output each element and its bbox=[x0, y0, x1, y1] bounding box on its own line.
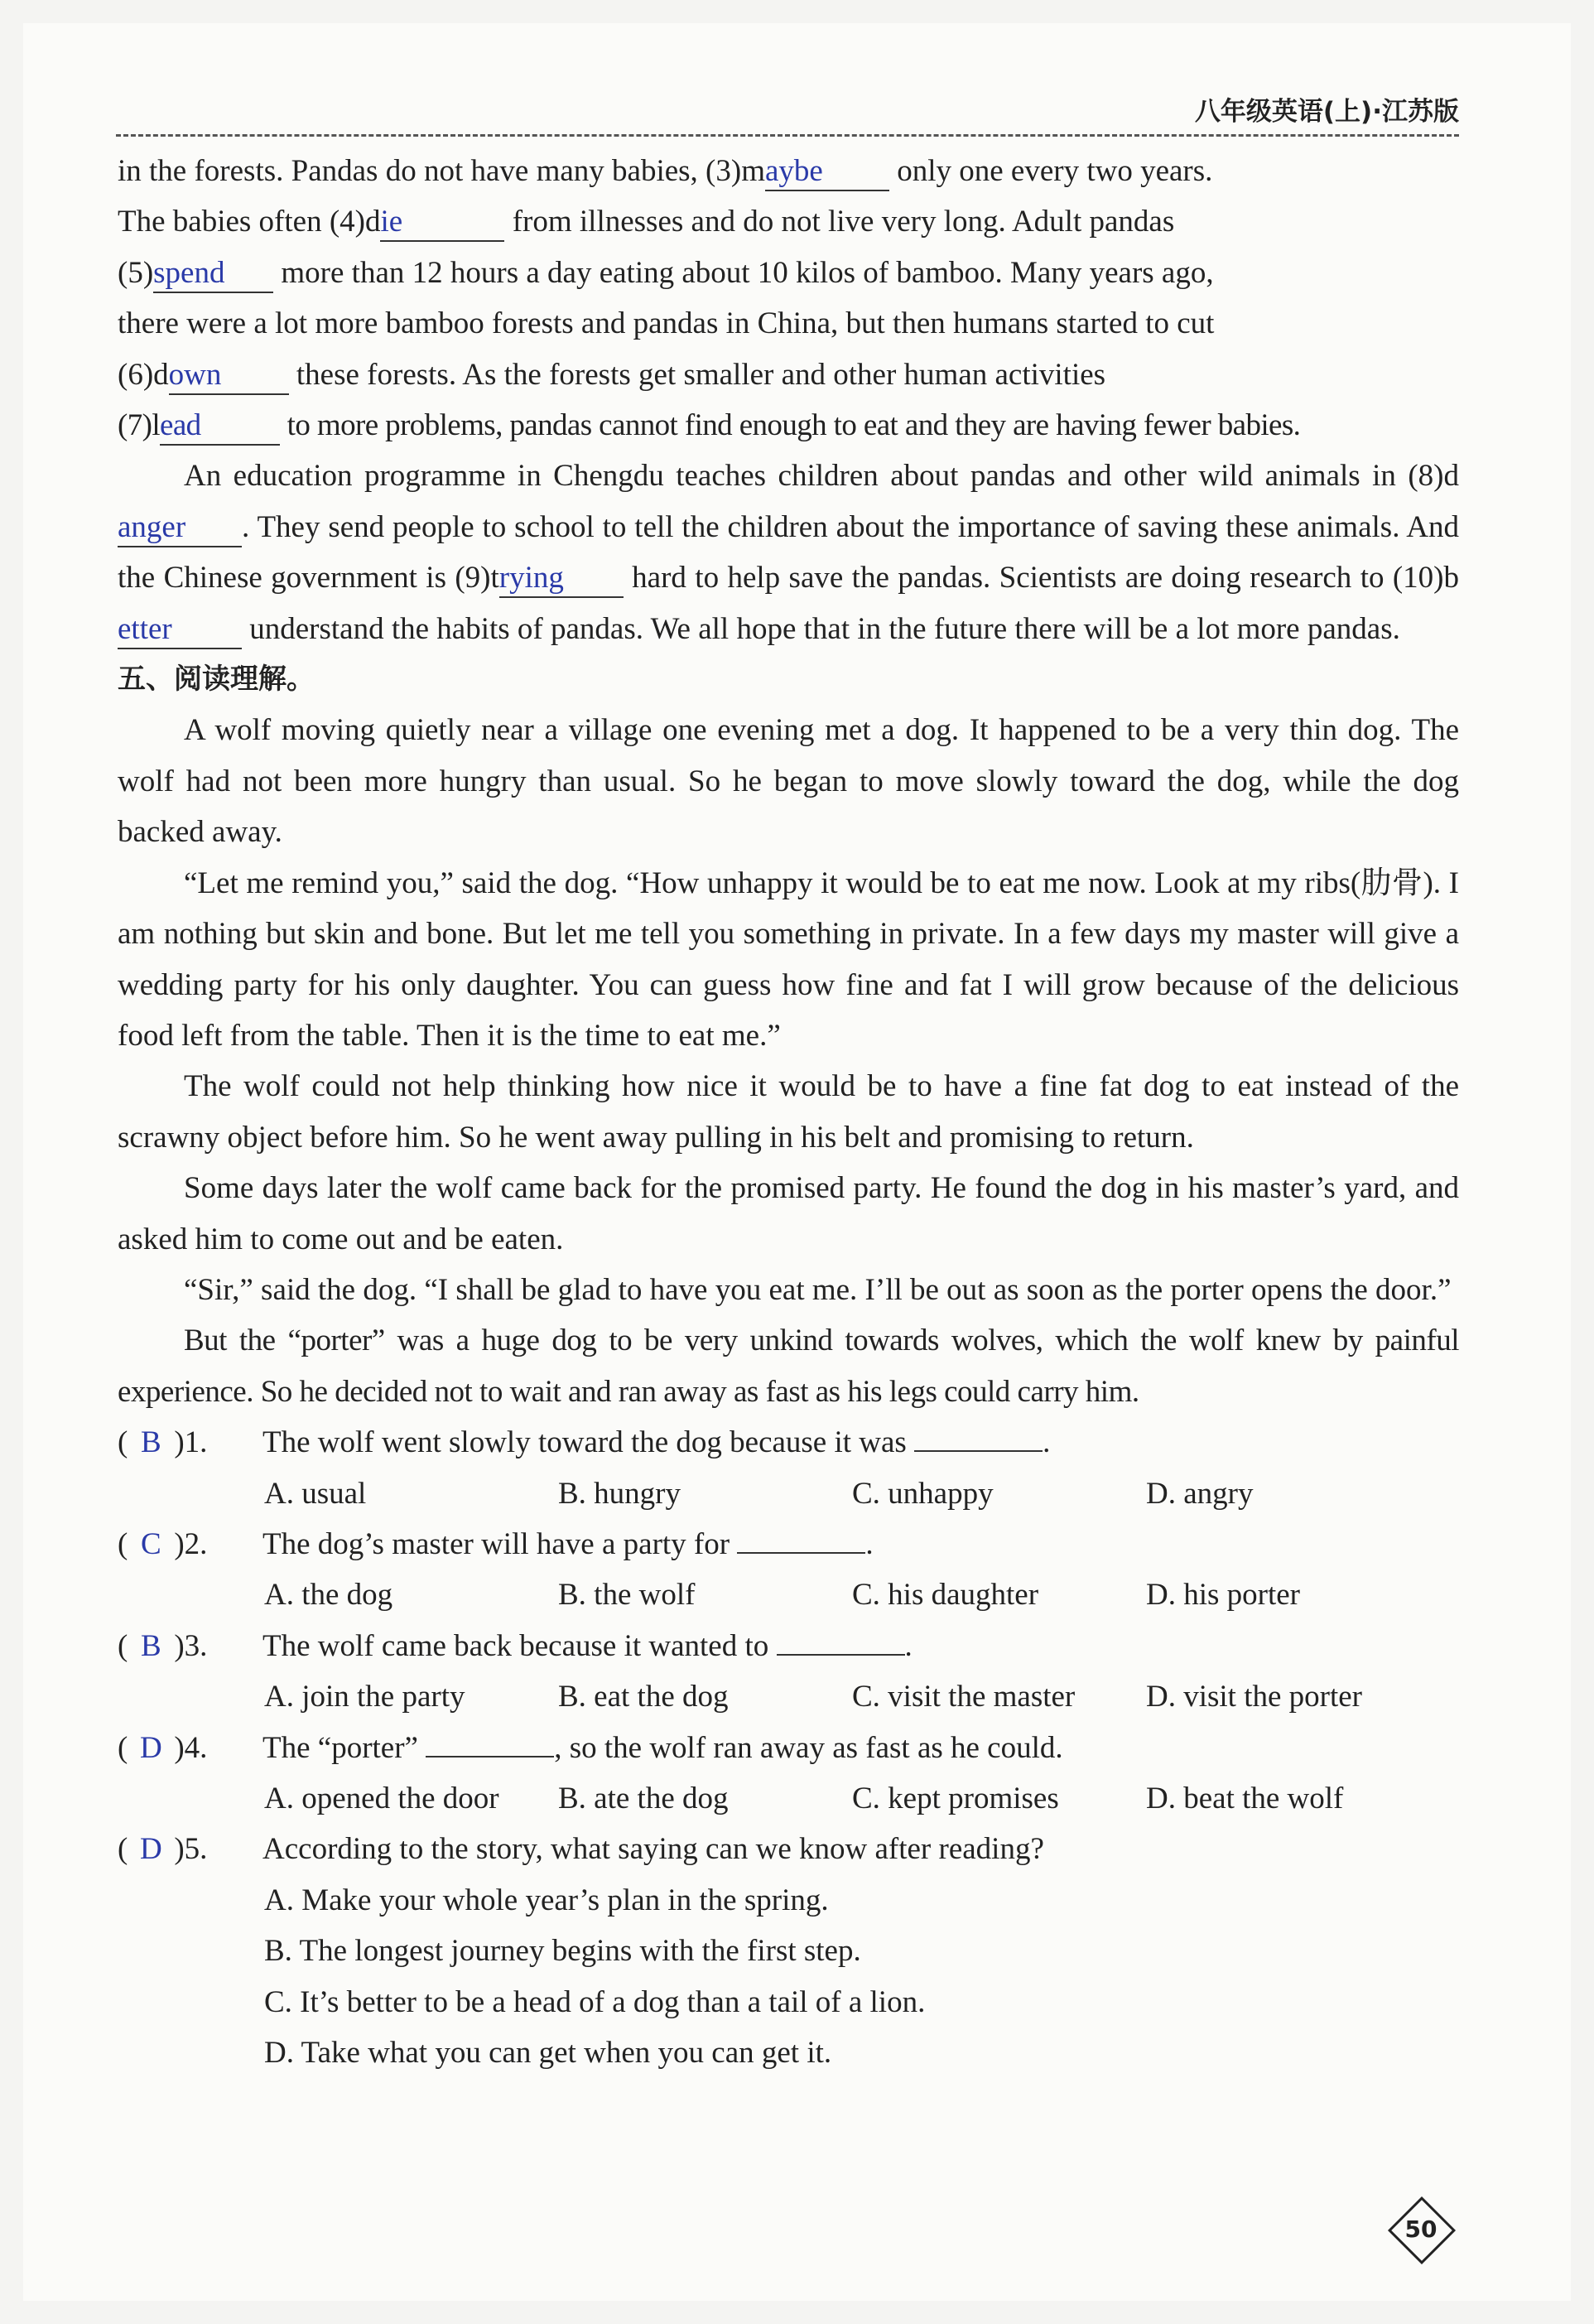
para-text: . They send people to school to tell the children about the importance of saving these animals. And the Chinese government is (9)t bbox=[118, 509, 1459, 595]
stem-text: The wolf came back because it wanted to bbox=[262, 1628, 777, 1663]
line-text: (6)d bbox=[118, 357, 169, 392]
line-text: from illnesses and do not live very long. Adult pandas bbox=[504, 205, 1175, 239]
question-number: )2. bbox=[174, 1526, 208, 1561]
answer-mark: D bbox=[139, 1730, 162, 1765]
passage-line bbox=[118, 298, 1459, 349]
option: A. join the party bbox=[264, 1680, 465, 1714]
section-title: 五、阅读理解。 bbox=[118, 663, 315, 697]
question-stem bbox=[262, 1723, 1063, 1773]
blank-answer: aybe bbox=[764, 154, 823, 188]
question-blank bbox=[914, 1417, 1043, 1452]
question-stem bbox=[262, 1621, 913, 1671]
answer-paren: ( B )1. bbox=[118, 1417, 262, 1468]
stem-text: . bbox=[904, 1628, 913, 1663]
answer-paren: ( D )5. bbox=[118, 1824, 262, 1874]
question-stem bbox=[262, 1519, 874, 1569]
answer-blank bbox=[118, 611, 242, 649]
workbook-page bbox=[23, 23, 1571, 2301]
passage-line bbox=[118, 350, 1459, 400]
story-paragraph: “Sir,” said the dog. “I shall be glad to have you eat me. I’ll be out as soon as the porter opens the door.” bbox=[184, 1272, 1452, 1307]
question-blank bbox=[426, 1723, 554, 1757]
question-blank bbox=[737, 1519, 865, 1554]
answer-mark: B bbox=[140, 1628, 161, 1663]
answer-paren: ( B )3. bbox=[118, 1621, 262, 1671]
option: B. hungry bbox=[558, 1476, 681, 1511]
para-text: An education programme in Chengdu teaches children about pandas and other wild animals in (8)d bbox=[184, 459, 1459, 494]
question bbox=[118, 1417, 1459, 1468]
answer-blank bbox=[169, 357, 289, 395]
question bbox=[118, 1621, 1459, 1671]
line-text: these forests. As the forests get smaller and other human activities bbox=[288, 357, 1106, 392]
passage-line bbox=[118, 248, 1459, 298]
option: C. visit the master bbox=[852, 1680, 1076, 1714]
answer-blank bbox=[499, 560, 624, 598]
option: C. unhappy bbox=[852, 1476, 994, 1511]
question-blank bbox=[777, 1621, 905, 1656]
blank-answer: anger bbox=[118, 509, 186, 544]
stem-text: The dog’s master will have a party for bbox=[262, 1526, 738, 1561]
option: D. his porter bbox=[1146, 1578, 1300, 1613]
answer-paren: ( C )2. bbox=[118, 1519, 262, 1569]
story-paragraph: The wolf could not help thinking how nice it would be to have a fine fat dog to eat instead of the scrawny object before him. So he went away pulling in his belt and promising to return. bbox=[118, 1069, 1459, 1155]
stem-text: . bbox=[1043, 1425, 1051, 1460]
option: D. angry bbox=[1146, 1476, 1254, 1511]
option: B. The longest journey begins with the first step. bbox=[264, 1934, 861, 1969]
question-stem bbox=[262, 1417, 1050, 1468]
answer-mark: B bbox=[140, 1425, 161, 1460]
question bbox=[118, 1824, 1459, 1874]
story-paragraph: A wolf moving quietly near a village one evening met a dog. It happened to be a very thin dog. The wolf had not been more hungry than usual. So he began to move slowly toward the dog, while the dog backed away. bbox=[118, 713, 1459, 850]
passage-paragraph bbox=[118, 451, 1459, 654]
option: C. his daughter bbox=[852, 1578, 1039, 1613]
blank-answer: ie bbox=[380, 205, 403, 239]
question-number: )5. bbox=[174, 1832, 208, 1867]
page-content bbox=[118, 146, 1459, 2078]
option: D. visit the porter bbox=[1146, 1680, 1363, 1714]
line-text: The babies often (4)d bbox=[118, 205, 381, 239]
option: D. Take what you can get when you can get it. bbox=[264, 2036, 832, 2071]
blank-answer: ead bbox=[160, 408, 201, 443]
answer-blank bbox=[118, 509, 242, 547]
stem-text: , so the wolf ran away as fast as he could. bbox=[554, 1730, 1063, 1765]
answer-blank bbox=[153, 255, 273, 293]
option: B. the wolf bbox=[558, 1578, 696, 1613]
line-text: in the forests. Pandas do not have many babies, (3)m bbox=[118, 154, 765, 188]
line-text: more than 12 hours a day eating about 10 kilos of bamboo. Many years ago, bbox=[273, 255, 1214, 290]
story-paragraph: Some days later the wolf came back for the promised party. He found the dog in his master’s yard, and asked him to come out and be eaten. bbox=[118, 1171, 1459, 1256]
page-number: 50 bbox=[1404, 2216, 1437, 2243]
option: B. eat the dog bbox=[558, 1680, 729, 1714]
para-text: hard to help save the pandas. Scientists are doing research to (10)b bbox=[623, 561, 1460, 595]
line-text: (7)l bbox=[118, 408, 161, 443]
story-paragraph: “Let me remind you,” said the dog. “How unhappy it would be to eat me now. Look at my ribs(肋骨). I am nothing but skin and bone. But let me tell you something in private. In a few days my master will give a wedding party for his only daughter. You can guess how fine and fat I will grow because of the delicious food left from the table. Then it is the time to eat me.” bbox=[118, 865, 1459, 1053]
line-text: (5) bbox=[118, 255, 154, 290]
line-text: only one every two years. bbox=[888, 154, 1213, 188]
blank-answer: own bbox=[168, 357, 222, 392]
answer-blank bbox=[765, 153, 889, 191]
blank-answer: spend bbox=[153, 255, 225, 290]
answer-mark: C bbox=[140, 1526, 161, 1561]
blank-answer: rying bbox=[498, 561, 564, 595]
options-row bbox=[118, 1468, 1459, 1519]
question-number: )4. bbox=[174, 1730, 208, 1765]
question-number: )1. bbox=[174, 1425, 208, 1460]
option: A. usual bbox=[264, 1476, 367, 1511]
answer-paren: ( D )4. bbox=[118, 1723, 262, 1773]
option: C. It’s better to be a head of a dog than a tail of a lion. bbox=[264, 1984, 926, 2019]
option: C. kept promises bbox=[852, 1782, 1059, 1815]
passage-line bbox=[118, 196, 1459, 247]
stem-text: . bbox=[865, 1526, 874, 1561]
option: A. Make your whole year’s plan in the spring. bbox=[264, 1883, 829, 1917]
passage-line bbox=[118, 400, 1459, 451]
page-number-badge bbox=[1391, 2200, 1451, 2259]
page-header bbox=[116, 91, 1459, 137]
blank-answer: etter bbox=[118, 611, 172, 646]
stem-text: The wolf went slowly toward the dog because it was bbox=[262, 1425, 915, 1460]
stem-text: The “porter” bbox=[262, 1730, 426, 1765]
header-title: 八年级英语(上)·江苏版 bbox=[1194, 97, 1459, 127]
line-text: there were a lot more bamboo forests and pandas in China, but then humans started to cut bbox=[118, 306, 1215, 341]
story-paragraph: But the “porter” was a huge dog to be very unkind towards wolves, which the wolf knew by painful experience. So he decided not to wait and ran away as fast as his legs could carry him. bbox=[118, 1324, 1459, 1409]
line-text: to more problems, pandas cannot find enough to eat and they are having fewer babies. bbox=[280, 408, 1301, 443]
options-row bbox=[118, 1671, 1459, 1722]
answer-blank bbox=[160, 407, 280, 446]
question bbox=[118, 1723, 1459, 1773]
answer-blank bbox=[380, 204, 504, 242]
option: A. opened the door bbox=[264, 1782, 499, 1815]
option: D. beat the wolf bbox=[1146, 1782, 1344, 1815]
para-text: understand the habits of pandas. We all hope that in the future there will be a lot more pandas. bbox=[242, 611, 1400, 646]
question-number: )3. bbox=[174, 1628, 208, 1663]
option: B. ate the dog bbox=[558, 1782, 729, 1815]
question bbox=[118, 1519, 1459, 1569]
options-row bbox=[118, 1773, 1459, 1824]
answer-mark: D bbox=[139, 1832, 162, 1867]
option: A. the dog bbox=[264, 1578, 393, 1613]
question-stem: According to the story, what saying can we know after reading? bbox=[262, 1832, 1044, 1867]
passage-line bbox=[118, 146, 1459, 196]
options-row bbox=[118, 1569, 1459, 1620]
